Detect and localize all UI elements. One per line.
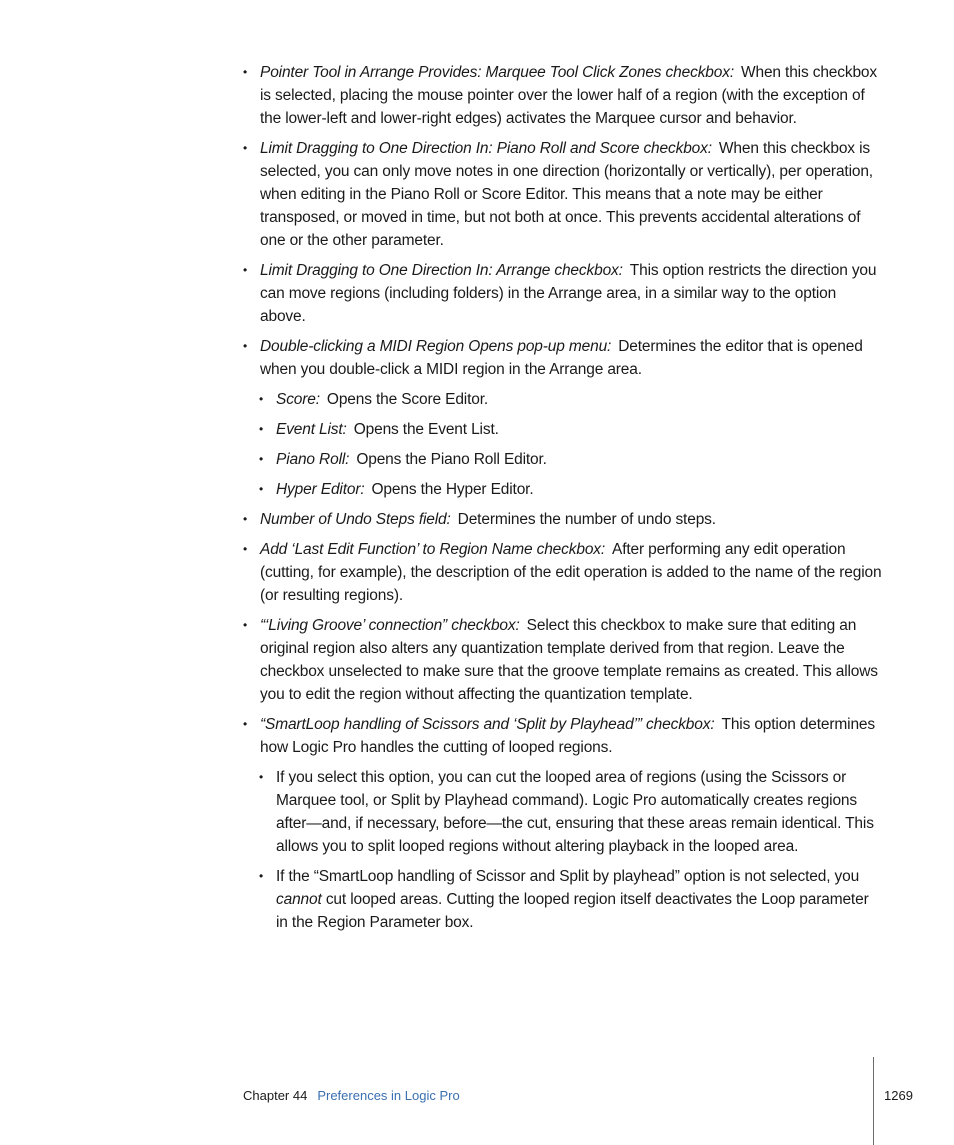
- list-item: [243, 508, 883, 531]
- bullet: •: [259, 392, 264, 406]
- item-term: Piano Roll:: [276, 451, 350, 468]
- bullet: •: [243, 512, 248, 526]
- item-description: Opens the Hyper Editor.: [371, 481, 534, 498]
- item-description: Determines the number of undo steps.: [457, 511, 716, 528]
- item-text-before: If the “SmartLoop handling of Scissor and Split by playhead” option is not selected, you: [276, 868, 860, 885]
- item-description: Opens the Event List.: [353, 421, 499, 438]
- bullet: •: [243, 263, 248, 277]
- item-term: Limit Dragging to One Direction In: Piano Roll and Score checkbox:: [260, 140, 712, 157]
- item-description: This option restricts the direction you can move regions (including folders) in the Arrange area, in a similar way to the option above.: [260, 262, 877, 325]
- sub-list-item: [259, 478, 883, 501]
- footer-chapter-title[interactable]: Preferences in Logic Pro: [317, 1088, 460, 1103]
- bullet: •: [243, 717, 248, 731]
- item-description: After performing any edit operation (cutting, for example), the description of the edit operation is added to the name of the region (or resulting regions).: [260, 541, 882, 604]
- bullet: •: [243, 339, 248, 353]
- footer-divider: [873, 1057, 874, 1145]
- item-description: Select this checkbox to make sure that editing an original region also alters any quantization template derived from that region. Leave the checkbox unselected to make sure that the groove template remains as created. This allows you to edit the region without affecting the quantization template.: [260, 617, 878, 703]
- item-term: Score:: [276, 391, 320, 408]
- bullet: •: [243, 65, 248, 79]
- item-description: Determines the editor that is opened when you double-click a MIDI region in the Arrange area.: [260, 338, 863, 378]
- sub-list-item: [259, 418, 883, 441]
- list-item: [243, 137, 883, 252]
- item-description: When this checkbox is selected, you can only move notes in one direction (horizontally or vertically), per operation, when editing in the Piano Roll or Score Editor. This means that a note may be either transposed, or moved in time, but not both at once. This prevents accidental alterations of one or the other parameter.: [260, 140, 873, 249]
- item-term: Limit Dragging to One Direction In: Arrange checkbox:: [260, 262, 623, 279]
- sub-list-item: [259, 448, 883, 471]
- item-description: Opens the Score Editor.: [326, 391, 489, 408]
- sub-list-item: [259, 388, 883, 411]
- bullet: •: [259, 869, 264, 883]
- item-emphasis: cannot: [276, 891, 322, 908]
- document-body: [243, 61, 883, 941]
- item-term: Add ‘Last Edit Function’ to Region Name checkbox:: [260, 541, 606, 558]
- bullet: •: [243, 141, 248, 155]
- item-term: Event List:: [276, 421, 347, 438]
- item-term: Hyper Editor:: [276, 481, 365, 498]
- page-number: 1269: [884, 1088, 913, 1103]
- page-footer: [243, 1087, 460, 1105]
- list-item: [243, 259, 883, 328]
- list-item: [243, 61, 883, 130]
- item-term: “SmartLoop handling of Scissors and ‘Split by Playhead’” checkbox:: [260, 716, 715, 733]
- list-item: [243, 538, 883, 607]
- list-item: [243, 614, 883, 706]
- item-description: This option determines how Logic Pro handles the cutting of looped regions.: [260, 716, 876, 756]
- item-term: Pointer Tool in Arrange Provides: Marquee Tool Click Zones checkbox:: [260, 64, 734, 81]
- footer-chapter: Chapter 44: [243, 1088, 308, 1103]
- sub-list-item: [259, 865, 883, 934]
- sub-list-item: [259, 766, 883, 858]
- item-text: If you select this option, you can cut the looped area of regions (using the Scissors or Marquee tool, or Split by Playhead command). Logic Pro automatically creates regions after—and, if necessary, before—the cut, ensuring that these areas remain identical. This allows you to split looped regions without altering playback in the looped area.: [276, 769, 874, 855]
- item-description: When this checkbox is selected, placing the mouse pointer over the lower half of a region (with the exception of the lower-left and lower-right edges) activates the Marquee cursor and behavior.: [260, 64, 878, 127]
- list-item: [243, 713, 883, 759]
- bullet: •: [259, 422, 264, 436]
- item-description: Opens the Piano Roll Editor.: [356, 451, 547, 468]
- item-term: Double-clicking a MIDI Region Opens pop-up menu:: [260, 338, 612, 355]
- bullet: •: [259, 452, 264, 466]
- bullet: •: [259, 770, 264, 784]
- bullet: •: [243, 618, 248, 632]
- bullet: •: [259, 482, 264, 496]
- list-item: [243, 335, 883, 381]
- item-term: Number of Undo Steps field:: [260, 511, 451, 528]
- bullet: •: [243, 542, 248, 556]
- item-text-after: cut looped areas. Cutting the looped region itself deactivates the Loop parameter in the Region Parameter box.: [276, 891, 869, 931]
- item-term: “‘Living Groove’ connection” checkbox:: [260, 617, 520, 634]
